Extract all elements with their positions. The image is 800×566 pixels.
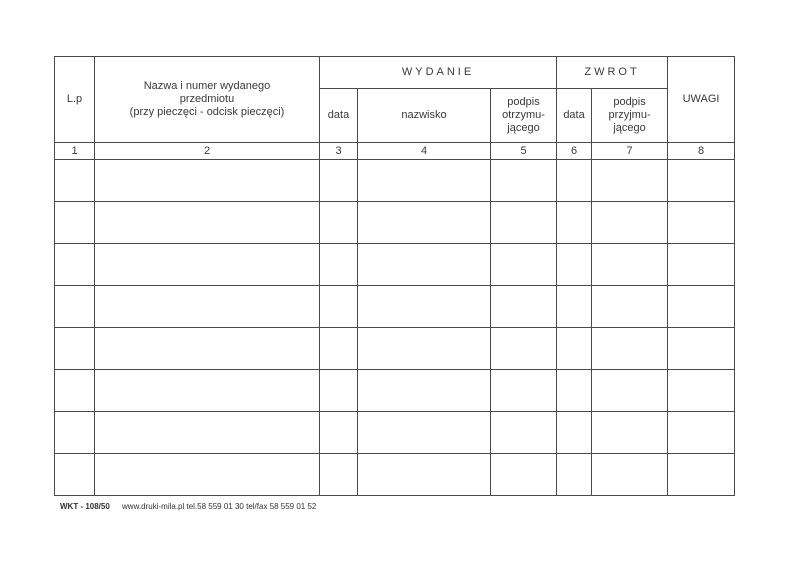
header-row-1 bbox=[55, 57, 735, 89]
empty-cell[interactable] bbox=[95, 370, 320, 412]
header-return-group: ZWROT bbox=[557, 57, 668, 89]
empty-cell[interactable] bbox=[592, 160, 668, 202]
empty-cell[interactable] bbox=[557, 454, 592, 496]
empty-cell[interactable] bbox=[491, 328, 557, 370]
empty-cell[interactable] bbox=[491, 454, 557, 496]
empty-cell[interactable] bbox=[491, 286, 557, 328]
publisher-contact: www.druki-mila.pl tel.58 559 01 30 tel/fax 58 559 01 52 bbox=[122, 502, 317, 511]
empty-cell[interactable] bbox=[592, 286, 668, 328]
empty-cell[interactable] bbox=[358, 328, 491, 370]
empty-cell[interactable] bbox=[491, 160, 557, 202]
empty-cell[interactable] bbox=[95, 286, 320, 328]
column-number: 4 bbox=[358, 143, 491, 160]
empty-cell[interactable] bbox=[95, 202, 320, 244]
empty-cell[interactable] bbox=[592, 454, 668, 496]
column-number: 1 bbox=[55, 143, 95, 160]
empty-cell[interactable] bbox=[95, 412, 320, 454]
empty-cell[interactable] bbox=[592, 412, 668, 454]
empty-cell[interactable] bbox=[557, 412, 592, 454]
empty-cell[interactable] bbox=[358, 160, 491, 202]
column-number: 2 bbox=[95, 143, 320, 160]
empty-cell[interactable] bbox=[55, 202, 95, 244]
empty-cell[interactable] bbox=[55, 370, 95, 412]
empty-cell[interactable] bbox=[320, 286, 358, 328]
empty-cell[interactable] bbox=[358, 454, 491, 496]
empty-cell[interactable] bbox=[668, 202, 735, 244]
header-issue-signature: podpis otrzymu- jącego bbox=[491, 89, 557, 143]
empty-cell[interactable] bbox=[592, 370, 668, 412]
entry-rows bbox=[55, 160, 735, 496]
footer bbox=[60, 502, 316, 511]
column-number: 7 bbox=[592, 143, 668, 160]
form-code: WKT - 108/50 bbox=[60, 502, 110, 511]
header-issue-group: WYDANIE bbox=[320, 57, 557, 89]
register-table bbox=[54, 56, 735, 496]
header-return-date: data bbox=[557, 89, 592, 143]
header-return-signature: podpis przyjmu- jącego bbox=[592, 89, 668, 143]
empty-cell[interactable] bbox=[668, 160, 735, 202]
empty-cell[interactable] bbox=[557, 370, 592, 412]
empty-cell[interactable] bbox=[557, 328, 592, 370]
table-row bbox=[55, 454, 735, 496]
empty-cell[interactable] bbox=[358, 286, 491, 328]
column-number: 3 bbox=[320, 143, 358, 160]
empty-cell[interactable] bbox=[358, 412, 491, 454]
header-issue-surname: nazwisko bbox=[358, 89, 491, 143]
table-row bbox=[55, 370, 735, 412]
empty-cell[interactable] bbox=[668, 454, 735, 496]
table-row bbox=[55, 202, 735, 244]
empty-cell[interactable] bbox=[557, 160, 592, 202]
column-number: 5 bbox=[491, 143, 557, 160]
empty-cell[interactable] bbox=[668, 286, 735, 328]
empty-cell[interactable] bbox=[592, 244, 668, 286]
column-number: 8 bbox=[668, 143, 735, 160]
empty-cell[interactable] bbox=[320, 328, 358, 370]
empty-cell[interactable] bbox=[358, 244, 491, 286]
empty-cell[interactable] bbox=[491, 412, 557, 454]
table-row bbox=[55, 244, 735, 286]
header-item-name: Nazwa i numer wydanego przedmiotu (przy pieczęci - odcisk pieczęci) bbox=[95, 57, 320, 143]
empty-cell[interactable] bbox=[320, 412, 358, 454]
header-issue-date: data bbox=[320, 89, 358, 143]
table-row bbox=[55, 328, 735, 370]
empty-cell[interactable] bbox=[95, 328, 320, 370]
table-row bbox=[55, 412, 735, 454]
empty-cell[interactable] bbox=[592, 202, 668, 244]
empty-cell[interactable] bbox=[320, 160, 358, 202]
empty-cell[interactable] bbox=[55, 328, 95, 370]
empty-cell[interactable] bbox=[55, 286, 95, 328]
empty-cell[interactable] bbox=[95, 160, 320, 202]
table-row bbox=[55, 286, 735, 328]
column-number-row bbox=[55, 143, 735, 160]
empty-cell[interactable] bbox=[55, 454, 95, 496]
empty-cell[interactable] bbox=[491, 244, 557, 286]
empty-cell[interactable] bbox=[668, 244, 735, 286]
empty-cell[interactable] bbox=[95, 454, 320, 496]
empty-cell[interactable] bbox=[668, 412, 735, 454]
empty-cell[interactable] bbox=[358, 202, 491, 244]
empty-cell[interactable] bbox=[557, 202, 592, 244]
empty-cell[interactable] bbox=[592, 328, 668, 370]
empty-cell[interactable] bbox=[55, 412, 95, 454]
empty-cell[interactable] bbox=[491, 370, 557, 412]
header-lp: L.p bbox=[55, 57, 95, 143]
empty-cell[interactable] bbox=[320, 370, 358, 412]
empty-cell[interactable] bbox=[668, 328, 735, 370]
empty-cell[interactable] bbox=[320, 454, 358, 496]
empty-cell[interactable] bbox=[358, 370, 491, 412]
empty-cell[interactable] bbox=[320, 244, 358, 286]
column-number: 6 bbox=[557, 143, 592, 160]
empty-cell[interactable] bbox=[320, 202, 358, 244]
empty-cell[interactable] bbox=[668, 370, 735, 412]
empty-cell[interactable] bbox=[557, 286, 592, 328]
header-remarks: UWAGI bbox=[668, 57, 735, 143]
empty-cell[interactable] bbox=[557, 244, 592, 286]
empty-cell[interactable] bbox=[55, 160, 95, 202]
empty-cell[interactable] bbox=[55, 244, 95, 286]
empty-cell[interactable] bbox=[491, 202, 557, 244]
table-row bbox=[55, 160, 735, 202]
empty-cell[interactable] bbox=[95, 244, 320, 286]
